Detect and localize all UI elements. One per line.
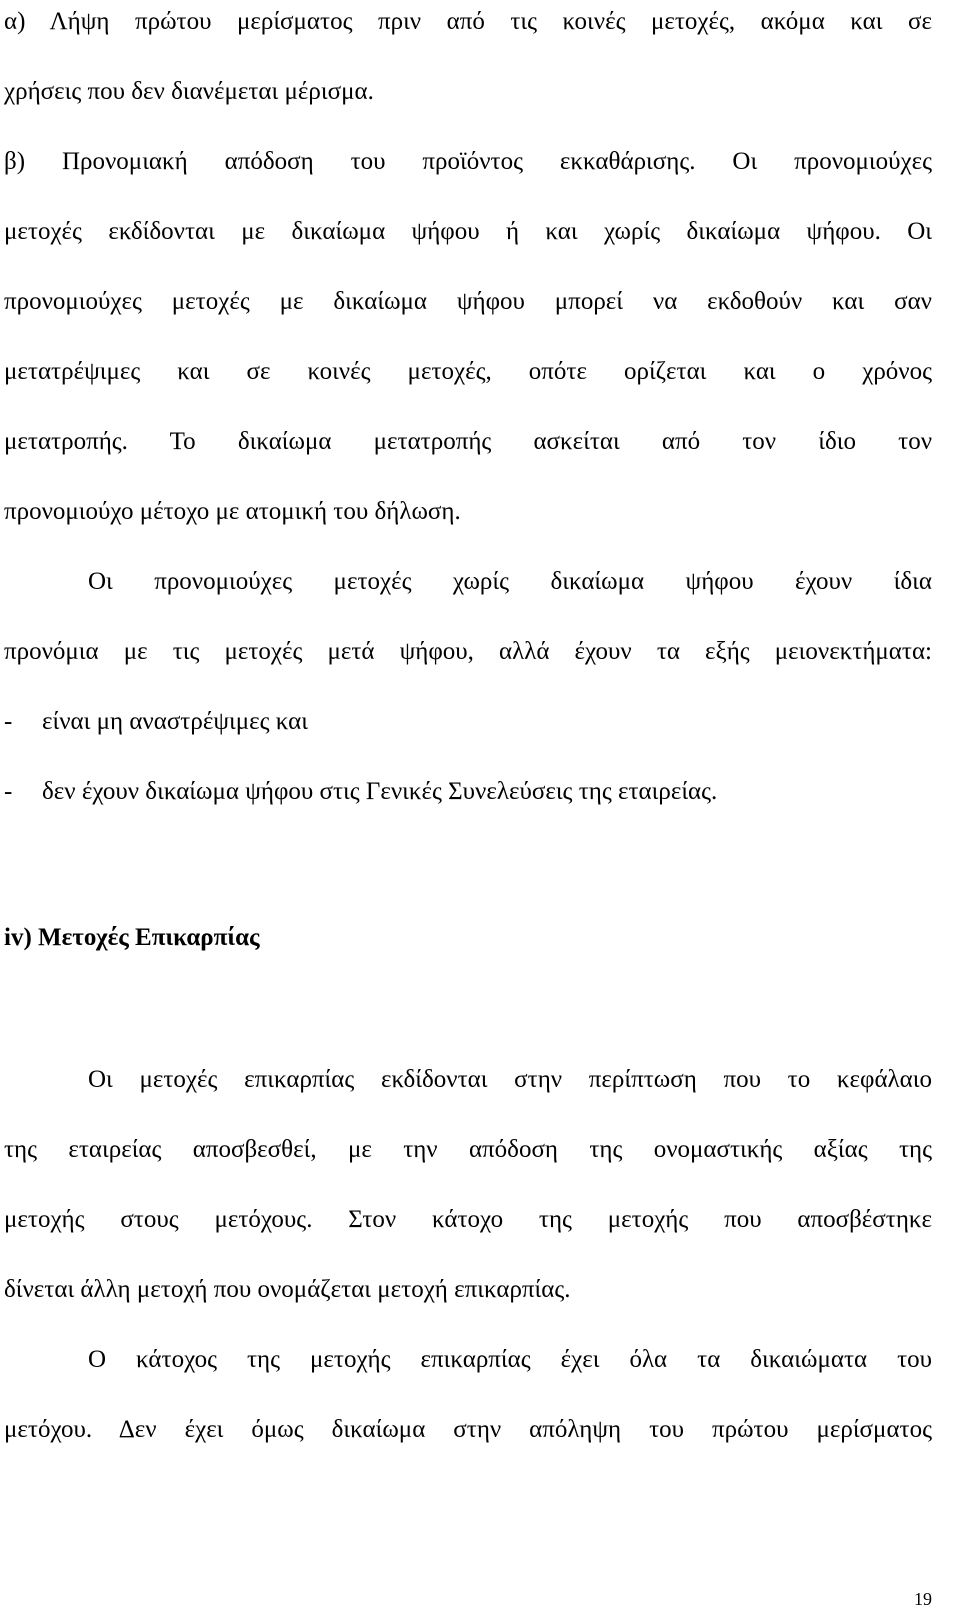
- text-line: μετοχές εκδίδονται με δικαίωμα ψήφου ή και χωρίς δικαίωμα ψήφου. Οι: [4, 218, 932, 245]
- text-line: της εταιρείας αποσβεσθεί, με την απόδοση της ονομαστικής αξίας της: [4, 1136, 932, 1163]
- bullet-marker: -: [4, 708, 13, 735]
- list-item-text: δεν έχουν δικαίωμα ψήφου στις Γενικές Συνελεύσεις της εταιρείας.: [42, 778, 718, 805]
- text-line: α) Λήψη πρώτου μερίσματος πριν από τις κοινές μετοχές, ακόμα και σε: [4, 8, 932, 35]
- text-line: Οι μετοχές επικαρπίας εκδίδονται στην περίπτωση που το κεφάλαιο: [88, 1066, 932, 1093]
- text-line: Οι προνομιούχες μετοχές χωρίς δικαίωμα ψήφου έχουν ίδια: [88, 568, 932, 595]
- text-line: προνομιούχο μέτοχο με ατομική του δήλωση.: [4, 498, 461, 525]
- page-number: 19: [914, 1589, 932, 1609]
- list-item: [4, 774, 717, 810]
- list-item: [4, 704, 308, 740]
- text-line: μετατροπής. Το δικαίωμα μετατροπής ασκείται από τον ίδιο τον: [4, 428, 932, 455]
- text-line: προνομιούχες μετοχές με δικαίωμα ψήφου μπορεί να εκδοθούν και σαν: [4, 288, 932, 315]
- text-line: χρήσεις που δεν διανέμεται μέρισμα.: [4, 78, 374, 105]
- text-line: μετατρέψιμες και σε κοινές μετοχές, οπότε ορίζεται και ο χρόνος: [4, 358, 932, 385]
- text-line: μετοχής στους μετόχους. Στον κάτοχο της μετοχής που αποσβέστηκε: [4, 1206, 932, 1233]
- text-line: μετόχου. Δεν έχει όμως δικαίωμα στην απόληψη του πρώτου μερίσματος: [4, 1416, 932, 1443]
- list-item-text: είναι μη αναστρέψιμες και: [42, 708, 308, 735]
- section-heading: iv) Μετοχές Επικαρπίας: [4, 924, 260, 951]
- bullet-marker: -: [4, 778, 13, 805]
- text-line: δίνεται άλλη μετοχή που ονομάζεται μετοχή επικαρπίας.: [4, 1276, 571, 1303]
- text-line: προνόμια με τις μετοχές μετά ψήφου, αλλά έχουν τα εξής μειονεκτήματα:: [4, 638, 932, 665]
- text-line: β) Προνομιακή απόδοση του προϊόντος εκκαθάρισης. Οι προνομιούχες: [4, 148, 932, 175]
- text-line: Ο κάτοχος της μετοχής επικαρπίας έχει όλα τα δικαιώματα του: [88, 1346, 932, 1373]
